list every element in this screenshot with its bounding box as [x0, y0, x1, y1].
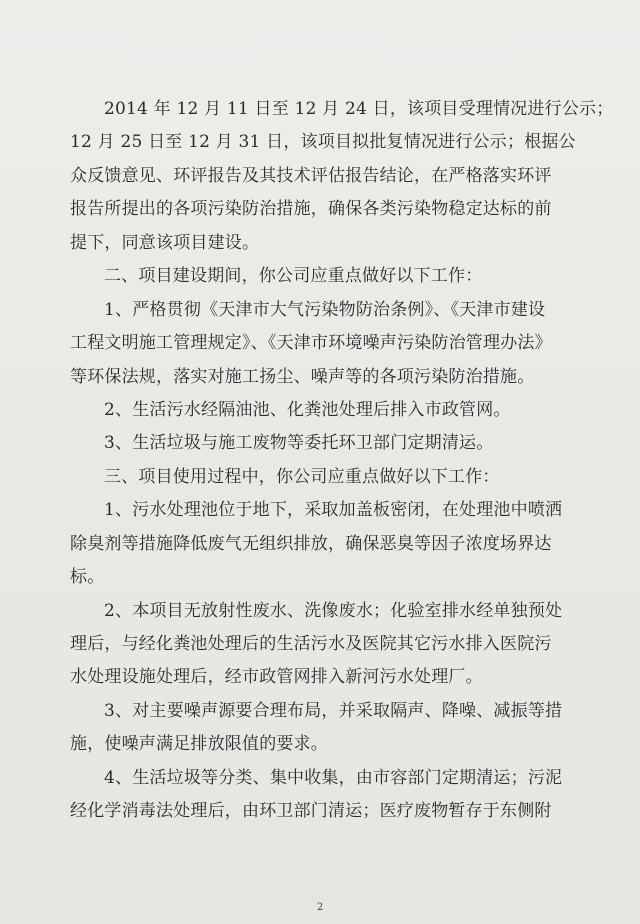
- text-line: 水处理设施处理后，经市政管网排入新河污水处理厂。: [70, 667, 483, 688]
- text-line: 12 月 25 日至 12 月 31 日，该项目拟批复情况进行公示；根据公: [70, 132, 576, 153]
- text-line: 1、严格贯彻《天津市大气污染物防治条例》、《天津市建设: [104, 299, 546, 320]
- text-line: 3、生活垃圾与施工废物等委托环卫部门定期清运。: [104, 433, 494, 454]
- section-heading: 二、项目建设期间，你公司应重点做好以下工作：: [104, 266, 483, 287]
- text-line: 经化学消毒法处理后，由环卫部门清运；医疗废物暂存于东侧附: [70, 801, 552, 822]
- text-line: 施，使噪声满足排放限值的要求。: [70, 734, 328, 755]
- text-line: 除臭剂等措施降低废气无组织排放，确保恶臭等因子浓度场界达: [70, 533, 552, 554]
- text-line: 2、本项目无放射性废水、洗像废水；化验室排水经单独预处: [104, 600, 563, 621]
- text-line: 1、污水处理池位于地下，采取加盖板密闭，在处理池中喷洒: [104, 500, 563, 521]
- page-number: 2: [316, 902, 324, 913]
- text-line: 理后，与经化粪池处理后的生活污水及医院其它污水排入医院污: [70, 634, 552, 654]
- text-line: 报告所提出的各项污染防治措施，确保各类污染物稳定达标的前: [70, 199, 552, 220]
- text-line: 标。: [70, 567, 105, 588]
- text-line: 等环保法规，落实对施工扬尘、噪声等的各项污染防治措施。: [70, 366, 535, 387]
- text-line: 工程文明施工管理规定》、《天津市环境噪声污染防治管理办法》: [70, 333, 552, 354]
- text-line: 4、生活垃圾等分类、集中收集，由市容部门定期清运；污泥: [104, 767, 563, 788]
- section-heading: 三、项目使用过程中，你公司应重点做好以下工作：: [104, 466, 500, 487]
- text-line: 2014 年 12 月 11 日至 12 月 24 日，该项目受理情况进行公示；: [104, 99, 614, 119]
- text-line: 3、对主要噪声源要合理布局，并采取隔声、降噪、减振等措: [104, 700, 563, 721]
- text-line: 提下，同意该项目建设。: [70, 232, 260, 253]
- text-line: 众反馈意见、环评报告及其技术评估报告结论，在严格落实环评: [70, 165, 552, 186]
- document-body: [70, 93, 614, 829]
- text-line: 2、生活污水经隔油池、化粪池处理后排入市政管网。: [104, 399, 511, 420]
